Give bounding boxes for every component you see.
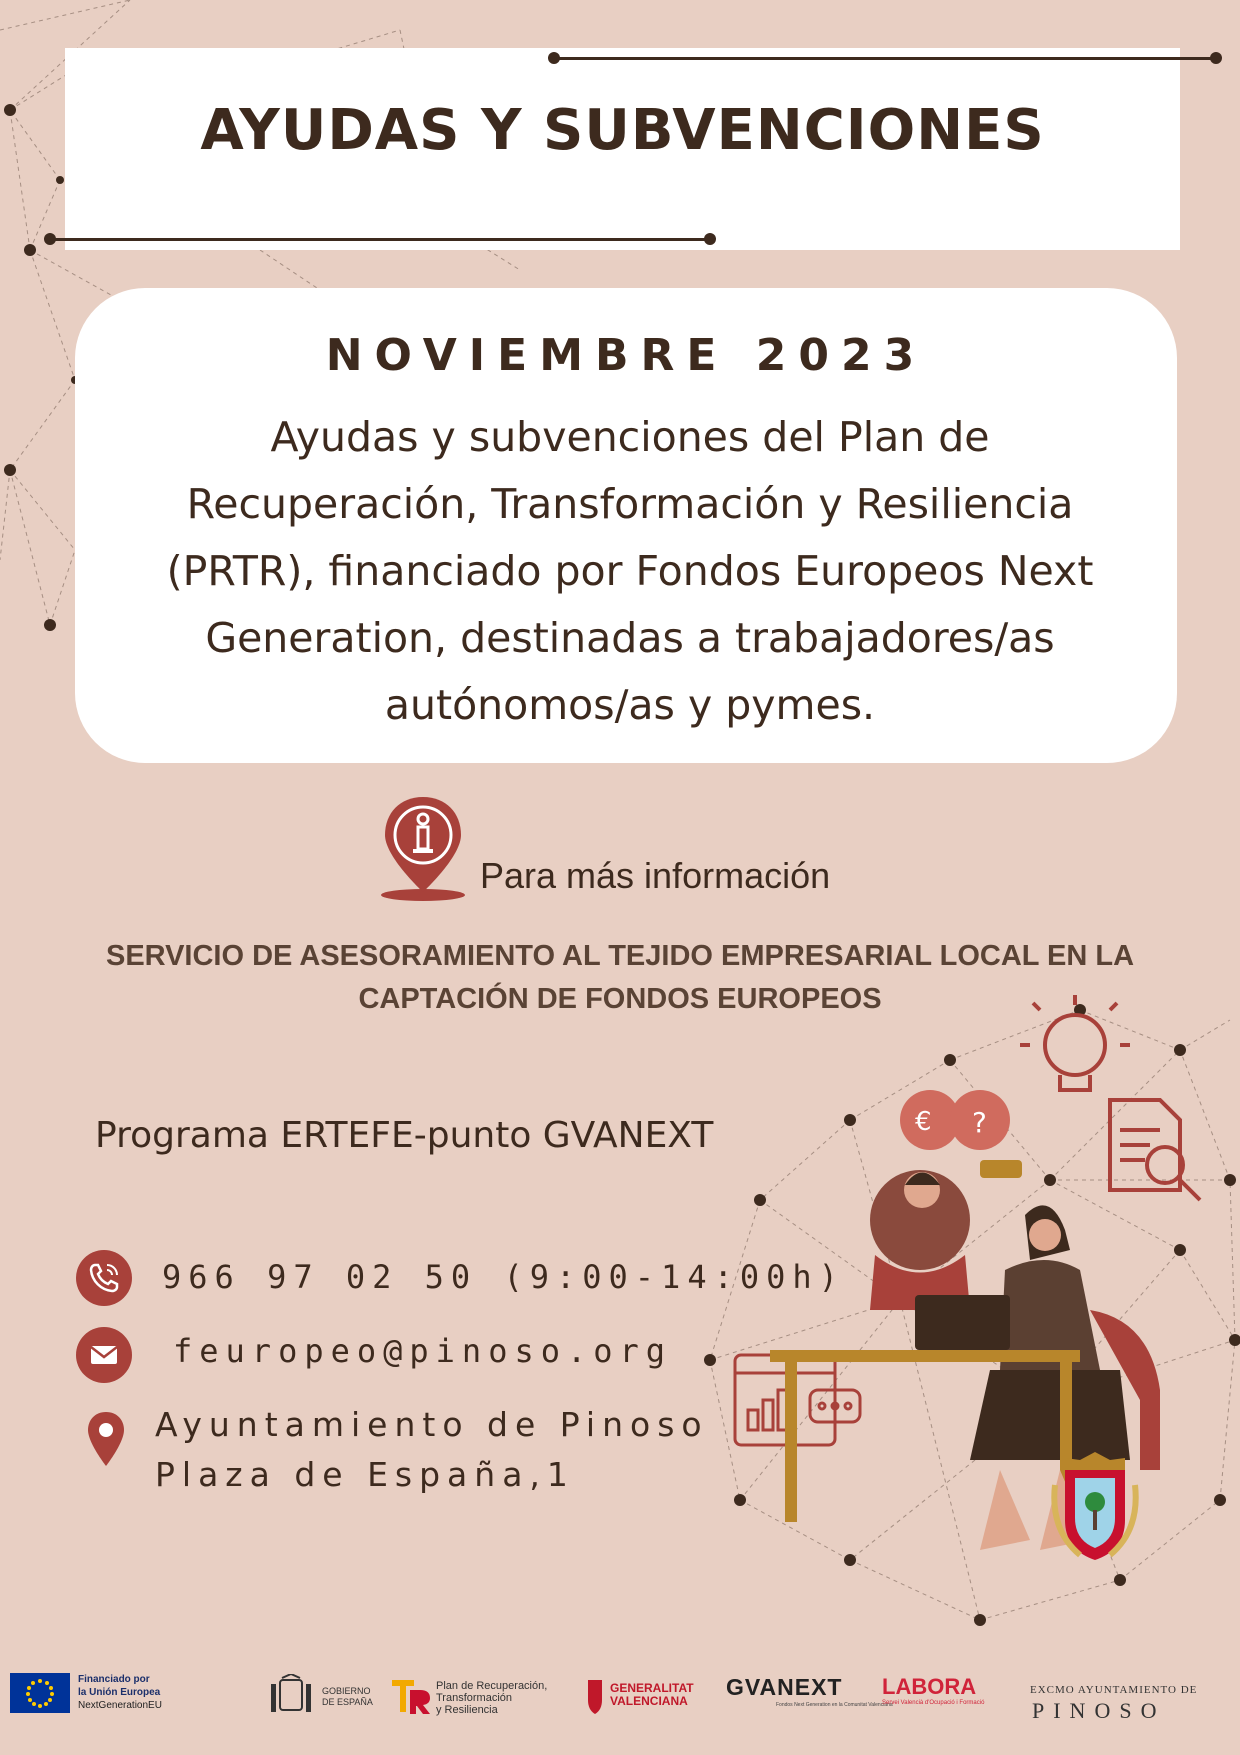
gva-line: VALENCIANA [610,1694,688,1708]
gob-line: DE ESPAÑA [322,1697,373,1707]
email-icon [76,1327,132,1383]
funding-logos-bar [0,1640,1240,1740]
office-illustration [700,990,1220,1550]
address-line: Plaza de España,1 [155,1455,575,1494]
eu-flag-icon [10,1673,70,1713]
chart-window-icon [735,1355,860,1445]
top-rule [553,57,1216,60]
chat-bubble-icon [900,1090,1022,1178]
generalitat-shield-icon [585,1674,605,1718]
prtr-line: y Resiliencia [436,1704,498,1716]
spain-coat-of-arms-icon [268,1674,314,1718]
gvanext-tagline: Fondos Next Generation en la Comunitat Valenciana [776,1702,893,1708]
pinoso-name: PINOSO [1032,1698,1166,1723]
document-search-icon [1110,1100,1200,1200]
rule-dot [44,233,56,245]
gva-line: GENERALITAT [610,1681,694,1695]
svg-text:?: ? [972,1106,987,1139]
phone-number[interactable]: 966 97 02 50 (9:00-14:00h) [162,1258,845,1296]
description-line: autónomos/as y pymes. [384,681,876,729]
eu-funding-text [78,1673,162,1712]
prtr-logo [436,1680,547,1716]
rule-dot [548,52,560,64]
address [155,1400,709,1500]
prtr-line: Transformación [436,1692,513,1704]
address-line: Ayuntamiento de Pinoso [155,1405,709,1444]
pinoso-top-line: EXCMO AYUNTAMIENTO DE [1030,1684,1198,1696]
more-info-label: Para más información [480,855,831,896]
gvanext-logo: GVANEXT [726,1674,843,1700]
pinoso-coat-of-arms-icon [1050,1450,1140,1570]
description-line: Recuperación, Transformación y Resiliencia [186,480,1074,528]
description-line: (PRTR), financiado por Fondos Europeos Next [166,547,1094,595]
email-address[interactable]: feuropeo@pinoso.org [173,1332,673,1370]
description-line: Generation, destinadas a trabajadores/as [205,614,1055,662]
card-description [110,404,1150,739]
location-pin-icon [86,1410,126,1468]
prtr-line: Plan de Recuperación, [436,1680,548,1692]
programa-label: Programa ERTEFE-punto GVANEXT [95,1115,714,1156]
gob-line: GOBIERNO [322,1686,371,1696]
page-title: AYUDAS Y SUBVENCIONES [200,98,1045,163]
description-line: Ayudas y subvenciones del Plan de [270,413,990,461]
labora-logo: LABORA [882,1674,977,1699]
month-heading: NOVIEMBRE 2023 [325,330,927,381]
rule-dot [1210,52,1222,64]
gobierno-logo [322,1686,373,1708]
eu-line: la Unión Europea [78,1687,161,1698]
generalitat-logo [610,1682,694,1708]
phone-icon [76,1250,132,1306]
man-figure [870,1170,970,1310]
rule-dot [704,233,716,245]
info-location-pin-icon [380,795,470,905]
service-line: CAPTACIÓN DE FONDOS EUROPEOS [358,983,882,1015]
lightbulb-globe-icon [1020,995,1130,1090]
svg-text:€: € [915,1107,932,1137]
eu-line: NextGenerationEU [78,1700,162,1711]
eu-line: Financiado por [78,1674,150,1685]
prtr-logo-icon [390,1676,432,1716]
labora-tagline: Servei Valencià d'Ocupació i Formació [882,1700,985,1706]
bottom-rule [50,238,710,241]
service-line: SERVICIO DE ASESORAMIENTO AL TEJIDO EMPRESARIAL LOCAL EN LA [105,940,1135,972]
